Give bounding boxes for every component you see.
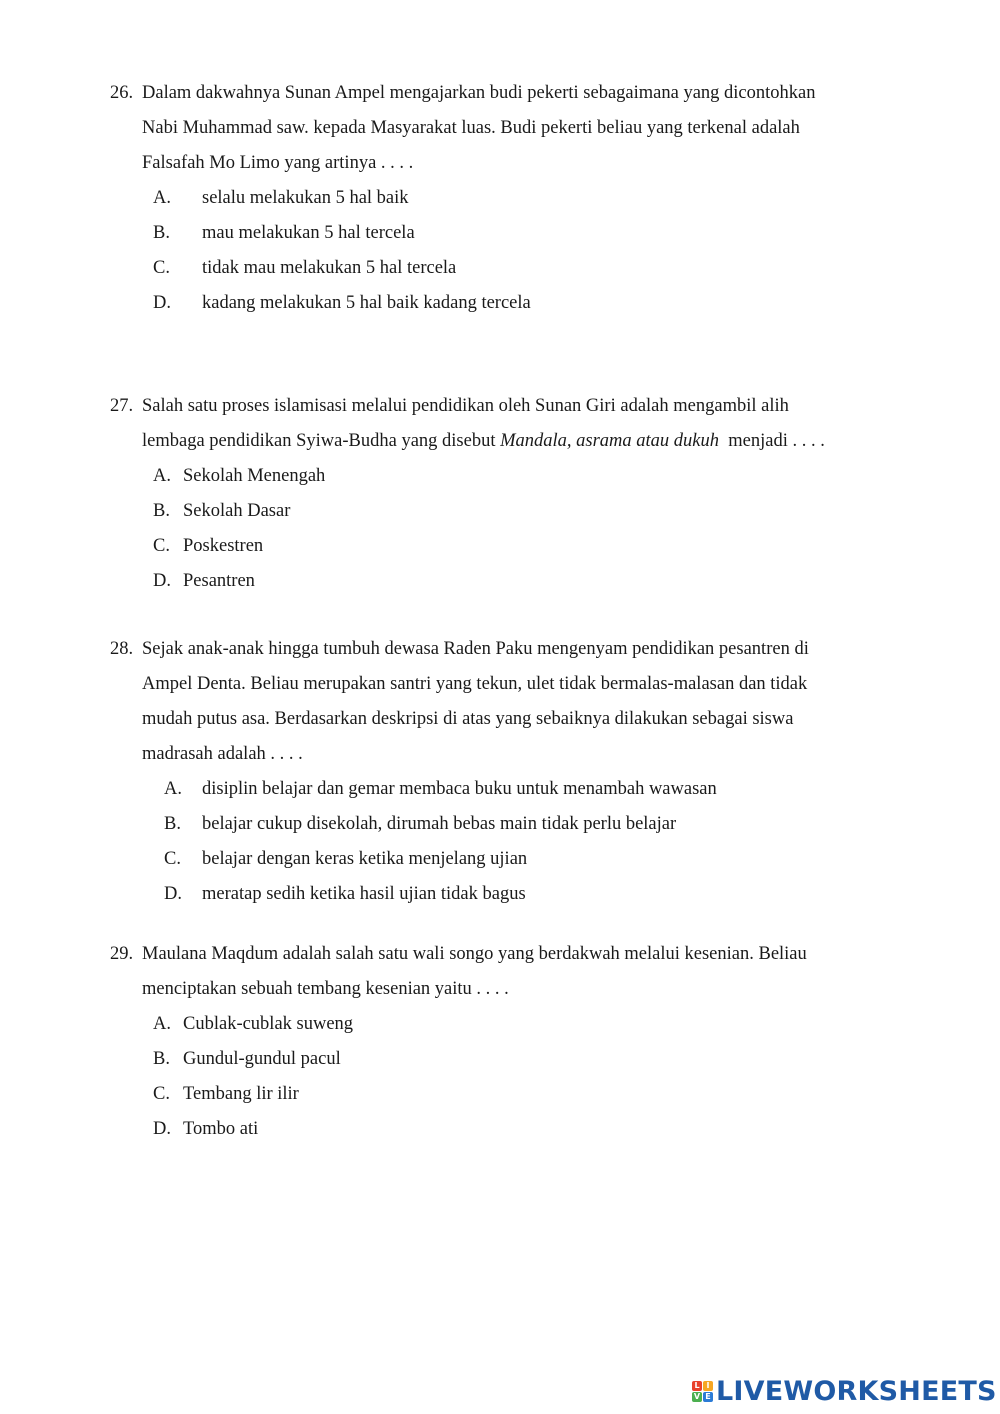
option-letter: A. xyxy=(164,779,182,799)
option-letter: B. xyxy=(153,223,170,243)
option-a[interactable] xyxy=(110,1007,895,1042)
option-text: disiplin belajar dan gemar membaca buku untuk menambah wawasan xyxy=(202,779,717,799)
question-number: 26. xyxy=(110,83,134,103)
option-letter: D. xyxy=(153,571,171,591)
question-29 xyxy=(110,937,895,1147)
question-number: 29. xyxy=(110,944,134,964)
question-27 xyxy=(110,389,895,599)
option-text: Cublak-cublak suweng xyxy=(183,1014,354,1034)
question-line-end: menjadi . . . . xyxy=(719,431,825,451)
question-line: madrasah adalah . . . . xyxy=(142,744,303,764)
question-text xyxy=(142,632,895,772)
option-letter: C. xyxy=(153,258,170,278)
option-letter: B. xyxy=(164,814,181,834)
option-c[interactable] xyxy=(110,1077,895,1112)
option-letter: D. xyxy=(153,293,171,313)
question-line xyxy=(142,424,895,459)
option-letter: C. xyxy=(153,536,170,556)
question-line: Dalam dakwahnya Sunan Ampel mengajarkan budi pekerti sebagaimana yang dicontohkan xyxy=(142,83,816,103)
option-text: Sekolah Dasar xyxy=(183,501,291,521)
option-text: selalu melakukan 5 hal baik xyxy=(202,188,409,208)
question-line-start: lembaga pendidikan Syiwa-Budha yang disebut xyxy=(142,431,501,451)
option-d[interactable] xyxy=(110,877,895,912)
live-icon-v: V xyxy=(693,1391,701,1401)
option-c[interactable] xyxy=(110,251,895,286)
option-c[interactable] xyxy=(110,529,895,564)
option-c[interactable] xyxy=(110,842,895,877)
option-text: Tombo ati xyxy=(183,1119,259,1139)
option-text: Tembang lir ilir xyxy=(183,1084,299,1104)
option-b[interactable] xyxy=(110,494,895,529)
option-a[interactable] xyxy=(110,772,895,807)
option-letter: D. xyxy=(164,884,182,904)
question-text xyxy=(142,76,895,181)
live-icon-i: I xyxy=(703,1381,713,1391)
question-28 xyxy=(110,632,895,912)
option-text: belajar cukup disekolah, dirumah bebas main tidak perlu belajar xyxy=(202,814,677,834)
option-d[interactable] xyxy=(110,286,895,321)
question-line: Sejak anak-anak hingga tumbuh dewasa Raden Paku mengenyam pendidikan pesantren di xyxy=(142,639,809,659)
option-text: meratap sedih ketika hasil ujian tidak bagus xyxy=(202,884,526,904)
option-text: kadang melakukan 5 hal baik kadang tercela xyxy=(202,293,531,313)
question-26 xyxy=(110,76,895,321)
italic-term: Mandala, asrama atau dukuh xyxy=(500,431,720,451)
question-line: Nabi Muhammad saw. kepada Masyarakat luas. Budi pekerti beliau yang terkenal adalah xyxy=(142,118,800,138)
question-line: menciptakan sebuah tembang kesenian yaitu . . . . xyxy=(142,979,509,999)
question-number: 27. xyxy=(110,396,134,416)
option-d[interactable] xyxy=(110,1112,895,1147)
live-icon-l: L xyxy=(692,1381,702,1391)
option-text: Gundul-gundul pacul xyxy=(183,1049,341,1069)
option-b[interactable] xyxy=(110,807,895,842)
question-number: 28. xyxy=(110,639,134,659)
option-letter: D. xyxy=(153,1119,171,1139)
option-text: Pesantren xyxy=(183,571,255,591)
question-line: Ampel Denta. Beliau merupakan santri yang tekun, ulet tidak bermalas-malasan dan tidak xyxy=(142,674,808,694)
option-text: belajar dengan keras ketika menjelang ujian xyxy=(202,849,528,869)
option-letter: A. xyxy=(153,188,171,208)
question-text xyxy=(142,389,895,459)
question-line: mudah putus asa. Berdasarkan deskripsi di atas yang sebaiknya dilakukan sebagai siswa xyxy=(142,709,794,729)
option-b[interactable] xyxy=(110,1042,895,1077)
option-letter: A. xyxy=(153,1014,171,1034)
option-text: tidak mau melakukan 5 hal tercela xyxy=(202,258,457,278)
liveworksheets-logo[interactable] xyxy=(692,1374,997,1408)
option-letter: A. xyxy=(153,466,171,486)
option-text: Poskestren xyxy=(183,536,264,556)
option-letter: C. xyxy=(164,849,181,869)
question-line: Maulana Maqdum adalah salah satu wali songo yang berdakwah melalui kesenian. Beliau xyxy=(142,944,807,964)
live-icon xyxy=(692,1381,713,1402)
option-a[interactable] xyxy=(110,181,895,216)
question-line: Salah satu proses islamisasi melalui pendidikan oleh Sunan Giri adalah mengambil alih xyxy=(142,396,789,416)
option-b[interactable] xyxy=(110,216,895,251)
option-d[interactable] xyxy=(110,564,895,599)
option-a[interactable] xyxy=(110,459,895,494)
question-text xyxy=(142,937,895,1007)
option-letter: B. xyxy=(153,501,170,521)
question-line: Falsafah Mo Limo yang artinya . . . . xyxy=(142,153,414,173)
option-letter: C. xyxy=(153,1084,170,1104)
live-icon-e: E xyxy=(703,1392,713,1402)
option-text: mau melakukan 5 hal tercela xyxy=(202,223,415,243)
option-letter: B. xyxy=(153,1049,170,1069)
option-text: Sekolah Menengah xyxy=(183,466,326,486)
brand-name: LIVEWORKSHEETS xyxy=(716,1375,997,1407)
